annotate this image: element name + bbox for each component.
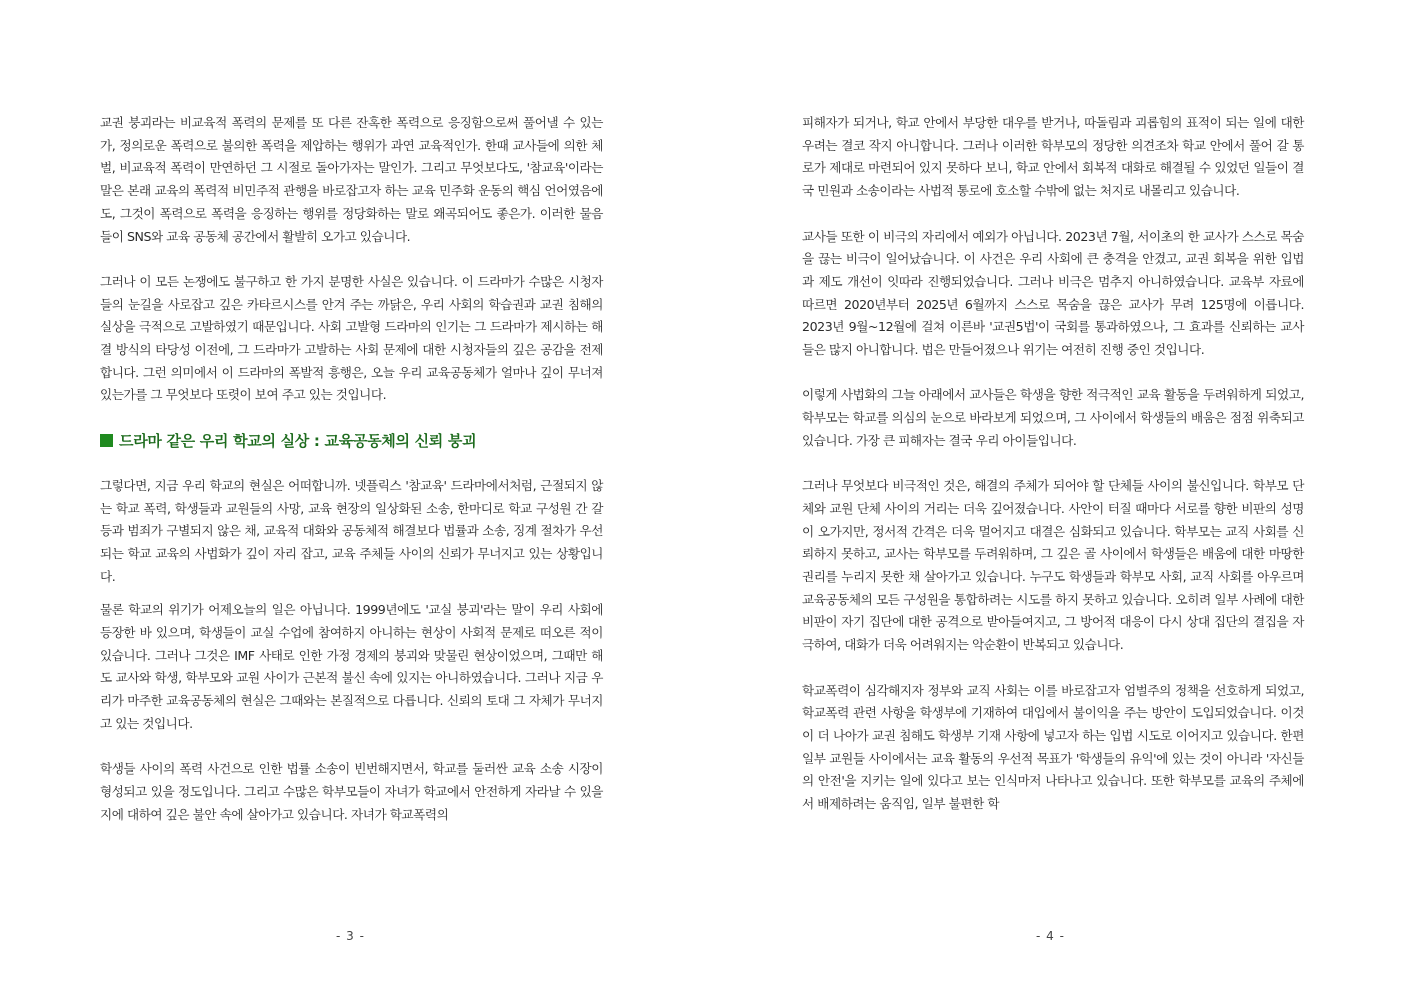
paragraph: 피해자가 되거나, 학교 안에서 부당한 대우를 받거나, 따돌림과 괴롭힘의 표적이 되는 일에 대한 우려는 결코 작지 아니합니다. 그러나 이러한 학부모의 정당한 의견조차 학교 안에서 풀어 갈 통로가 제대로 마련되어 있지 못하다 보니, 학교 안에서 회복적 대화로 해결될 수 있었던 일들이 결국 민원과 소송이라는 사법적 통로에 호소할 수밖에 없는 처지로 내몰리고 있습니다. (802, 115, 1304, 199)
paragraph: 교사들 또한 이 비극의 자리에서 예외가 아닙니다. 2023년 7월, 서이초의 한 교사가 스스로 목숨을 끊는 비극이 일어났습니다. 이 사건은 우리 사회에 큰 충격을 안겼고, 교권 회복을 위한 입법과 제도 개선이 잇따라 진행되었습니다. 그러나 비극은 멈추지 아니하였습니다. 교육부 자료에 따르면 2020년부터 2025년 6월까지 스스로 목숨을 끊은 교사가 무려 125명에 이릅니다. 2023년 9월~12월에 걸쳐 이른바 '교권5법'이 국회를 통과하였으나, 그 효과를 신뢰하는 교사들은 많지 아니합니다. 법은 만들어졌으나 위기는 여전히 진행 중인 것입니다. (802, 228, 1304, 358)
page-3-body (100, 112, 603, 849)
section-heading (100, 430, 603, 452)
page-number: - 4 - (1036, 929, 1065, 943)
paragraph: 그러나 이 모든 논쟁에도 불구하고 한 가지 분명한 사실은 있습니다. 이 드라마가 수많은 시청자들의 눈길을 사로잡고 깊은 카타르시스를 안겨 주는 까닭은, 우리 사회의 학습권과 교권 침해의 실상을 극적으로 고발하였기 때문입니다. 사회 고발형 드라마의 인기는 그 드라마가 제시하는 해결 방식의 타당성 이전에, 그 드라마가 고발하는 사회 문제에 대한 시청자들의 깊은 공감을 전제합니다. 그런 의미에서 이 드라마의 폭발적 흥행은, 오늘 우리 교육공동체가 얼마나 깊이 무너져 있는가를 그 무엇보다 또렷이 보여 주고 있는 것입니다. (100, 273, 603, 403)
page-4-body (802, 112, 1304, 838)
page-4 (700, 0, 1403, 992)
paragraph: 학생들 사이의 폭력 사건으로 인한 법률 소송이 빈번해지면서, 학교를 둘러싼 교육 소송 시장이 형성되고 있을 정도입니다. 그리고 수많은 학부모들이 자녀가 학교에서 안전하게 자라날 수 있을지에 대하여 깊은 불안 속에 살아가고 있습니다. 자녀가 학교폭력의 (100, 761, 603, 822)
paragraph: 이렇게 사법화의 그늘 아래에서 교사들은 학생을 향한 적극적인 교육 활동을 두려워하게 되었고, 학부모는 학교를 의심의 눈으로 바라보게 되었으며, 그 사이에서 학생들의 배움은 점점 위축되고 있습니다. 가장 큰 피해자는 결국 우리 아이들입니다. (802, 387, 1304, 448)
paragraph: 학교폭력이 심각해지자 정부와 교직 사회는 이를 바로잡고자 엄벌주의 정책을 선호하게 되었고, 학교폭력 관련 사항을 학생부에 기재하여 대입에서 불이익을 주는 방안이 도입되었습니다. 이것이 더 나아가 교권 침해도 학생부 기재 사항에 넣고자 하는 입법 시도로 이어지고 있습니다. 한편 일부 교원들 사이에서는 교육 활동의 우선적 목표가 '학생들의 유익'에 있는 것이 아니라 '자신들의 안전'을 지키는 일에 있다고 보는 인식마저 나타나고 있습니다. 또한 학부모를 교육의 주체에서 배제하려는 움직임, 일부 불편한 학 (802, 682, 1304, 812)
page-number: - 3 - (336, 929, 365, 943)
page-3 (0, 0, 700, 992)
paragraph: 그렇다면, 지금 우리 학교의 현실은 어떠합니까. 넷플릭스 '참교육' 드라마에서처럼, 근절되지 않는 학교 폭력, 학생들과 교원들의 사망, 교육 현장의 일상화된 소송, 한마디로 학교 구성원 간 갈등과 범죄가 구별되지 않은 채, 교육적 대화와 공동체적 해결보다 법률과 소송, 징계 절차가 우선되는 학교 교육의 사법화가 깊이 자리 잡고, 교육 주체들 사이의 신뢰가 무너지고 있는 상황입니다. (100, 477, 603, 584)
green-square-bullet-icon (100, 434, 113, 447)
section-heading-text: 드라마 같은 우리 학교의 실상 : 교육공동체의 신뢰 붕괴 (119, 431, 477, 450)
paragraph: 물론 학교의 위기가 어제오늘의 일은 아닙니다. 1999년에도 '교실 붕괴'라는 말이 우리 사회에 등장한 바 있으며, 학생들이 교실 수업에 참여하지 아니하는 현상이 사회적 문제로 떠오른 적이 있습니다. 그러나 그것은 IMF 사태로 인한 가정 경제의 붕괴와 맞물린 현상이었으며, 그때만 해도 교사와 학생, 학부모와 교원 사이가 근본적 불신 속에 있지는 아니하였습니다. 그러나 지금 우리가 마주한 교육공동체의 현실은 그때와는 본질적으로 다릅니다. 신뢰의 토대 그 자체가 무너지고 있는 것입니다. (100, 602, 603, 731)
paragraph: 그러나 무엇보다 비극적인 것은, 해결의 주체가 되어야 할 단체들 사이의 불신입니다. 학부모 단체와 교원 단체 사이의 거리는 더욱 깊어졌습니다. 사안이 터질 때마다 서로를 향한 비판의 성명이 오가지만, 정서적 간격은 더욱 멀어지고 대결은 심화되고 있습니다. 학부모는 교직 사회를 신뢰하지 못하고, 교사는 학부모를 두려워하며, 그 깊은 골 사이에서 학생들은 배움에 대한 마땅한 권리를 누리지 못한 채 살아가고 있습니다. 누구도 학생들과 학부모 사회, 교직 사회를 아우르며 교육공동체의 모든 구성원을 통합하려는 시도를 하지 못하고 있습니다. 오히려 일부 사례에 대한 비판이 자기 집단에 대한 공격으로 받아들여지고, 그 방어적 대응이 다시 상대 집단의 결집을 자극하여, 대화가 더욱 어려워지는 악순환이 반복되고 있습니다. (802, 478, 1304, 653)
paragraph: 교권 붕괴라는 비교육적 폭력의 문제를 또 다른 잔혹한 폭력으로 응징함으로써 풀어낼 수 있는가, 정의로운 폭력으로 불의한 폭력을 제압하는 행위가 과연 교육적인가. 한때 교사들에 의한 체벌, 비교육적 폭력이 만연하던 그 시절로 돌아가자는 말인가. 그리고 무엇보다도, '참교육'이라는 말은 본래 교육의 폭력적 비민주적 관행을 바로잡고자 하는 교육 민주화 운동의 핵심 언어였음에도, 그것이 폭력으로 폭력을 응징하는 행위를 정당화하는 말로 왜곡되어도 좋은가. 이러한 물음들이 SNS와 교육 공동체 공간에서 활발히 오가고 있습니다. (100, 115, 603, 244)
